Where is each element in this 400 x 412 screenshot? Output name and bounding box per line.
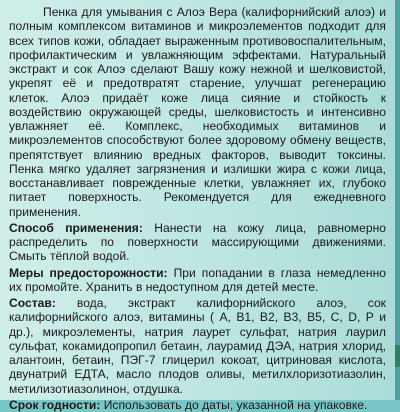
application-text: Нанести на кожу лица, равномерно распределить по поверхности массирующими движениями. Смыть тёплой водой.	[9, 220, 386, 264]
application-heading: Способ применения:	[9, 220, 143, 235]
composition-heading: Состав:	[9, 296, 56, 310]
package-edge	[395, 0, 400, 400]
shelf-life-text: Использовать до даты, указанной на упаковке.	[103, 397, 368, 412]
composition-text: вода, экстракт калифорнийского алоэ, сок калифорнийского алоэ, витамины ( А, В1, В2, В3, В5, С, D, Р и др.), микроэлементы, натрия лаурет сульфат, натрия лаурил сульфат, кокамидопропил бетаин, лаурамид ДЭА, натрия хлорид, алантоин, бетаин, ПЭГ-7 глицерил кокоат, цитриновая кислота, двунатрий ЕДТА, масло плодов оливы, метилхлоризотиазолин, метилизотиазолинон, отдушка.	[9, 296, 386, 396]
application-section	[9, 221, 386, 264]
shelf-life-heading: Срок годности:	[9, 397, 101, 412]
precautions-text: При попадании в глаза немедленно их промойте. Хранить в недоступном для детей месте.	[9, 265, 386, 294]
package-edge-mark	[395, 345, 400, 367]
shelf-life-section	[9, 398, 386, 412]
composition-section	[9, 296, 386, 396]
product-description: Пенка для умывания с Алоэ Вера (калифорнийский алоэ) и полным комплексом витаминов и микроэлементов подходит для всех типов кожи, обладает выраженным противовоспалительным, профилактическим и увлажняющим эффектами. Натуральный экстракт и сок Алоэ сделают Вашу кожу нежной и шелковистой, укрепят её и предотвратят старение, улучшат регенерацию клеток. Алоэ придаёт коже лица сияние и стойкость к воздействию окружающей среды, шелковистость и интенсивно увлажняет её. Комплекс, необходимых витаминов и микроэлементов способствуют более здоровому обмену веществ, препятствует влиянию вредных факторов, выводит токсины. Пенка мягко удаляет загрязнения и излишки жира с кожи лица, восстанавливает поврежденные клетки, увлажняет их, глубоко питает поверхность. Рекомендуется для ежедневного применения.	[9, 5, 386, 219]
precautions-section	[9, 266, 386, 295]
precautions-heading: Меры предосторожности:	[9, 265, 168, 280]
